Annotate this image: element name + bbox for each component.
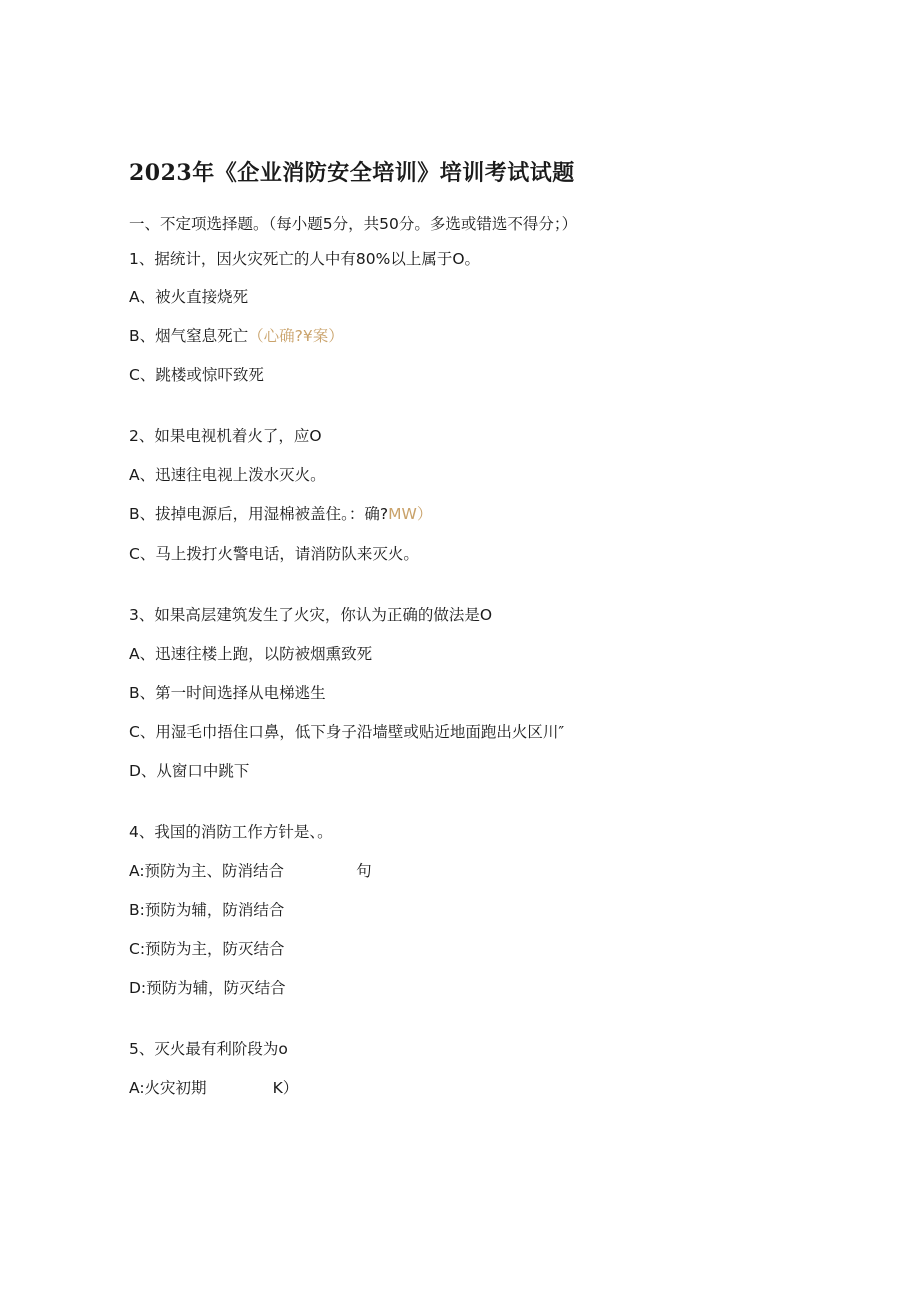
q3-option-d: D、从窗口中跳下 — [129, 762, 250, 780]
q1-option-a: A、被火直接烧死 — [129, 288, 249, 306]
q2-option-c: C、马上拨打火警电话，请消防队来灭火。 — [129, 545, 419, 563]
q5-option-a: A:火灾初期 K） — [129, 1079, 299, 1097]
q4-option-b: B:预防为辅，防消结合 — [129, 901, 285, 919]
q2-option-a: A、迅速往电视上泼水灭火。 — [129, 466, 326, 484]
question-4: 4、我国的消防工作方针是、。 — [129, 823, 333, 841]
page-title: 2023年《企业消防安全培训》培训考试试题 — [129, 160, 575, 186]
section-heading: 一、不定项选择题。（每小题5分，共50分。多选或错选不得分；） — [129, 215, 578, 233]
q4-option-a: A:预防为主、防消结合 句 — [129, 862, 372, 880]
q3-option-c: C、用湿毛巾捂住口鼻，低下身子沿墙壁或贴近地面跑出火区川″ — [129, 723, 565, 741]
q3-option-a: A、迅速往楼上跑，以防被烟熏致死 — [129, 645, 373, 663]
q3-option-b: B、第一时间选择从电梯逃生 — [129, 684, 326, 702]
answer-mark: （心确?¥案） — [248, 327, 344, 345]
answer-mark: MW） — [388, 505, 433, 523]
question-3: 3、如果高层建筑发生了火灾，你认为正确的做法是O — [129, 606, 493, 624]
q2-option-b: B、拔掉电源后，用湿棉被盖住。：确?MW） — [129, 505, 433, 523]
question-1: 1、据统计，因火灾死亡的人中有80%以上属于O。 — [129, 250, 481, 268]
question-2: 2、如果电视机着火了，应O — [129, 427, 322, 445]
question-5: 5、灭火最有利阶段为o — [129, 1040, 288, 1058]
q1-option-c: C、跳楼或惊吓致死 — [129, 366, 264, 384]
q4-option-d: D:预防为辅，防灭结合 — [129, 979, 286, 997]
q4-option-c: C:预防为主，防灭结合 — [129, 940, 285, 958]
q1-option-b: B、烟气窒息死亡（心确?¥案） — [129, 327, 344, 345]
